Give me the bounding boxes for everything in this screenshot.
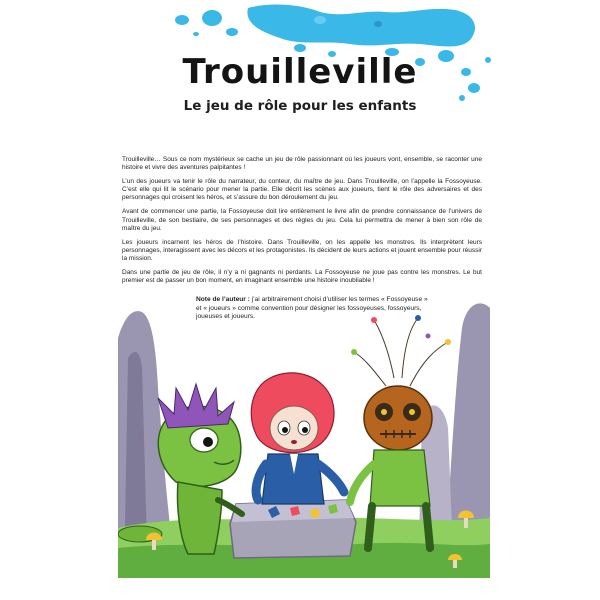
monsters-illustration	[118, 278, 490, 578]
intro-paragraph: Avant de commencer une partie, la Fossoyeuse doit lire entièrement le livre afin de prendre connaissance de l’univers de Trouilleville, de son bestiaire, de ses personnages et des règles du jeu. Cela lui permettra de mener à bien son rôle de maître du jeu.	[122, 208, 482, 232]
intro-text	[122, 156, 482, 291]
author-note-text: j’ai arbitrairement choisi d’utiliser les termes « Fossoyeuse » et « joueurs » comme convention pour désigner les fossoyeuses, fossoyeurs, joueuses et joueurs.	[196, 296, 428, 321]
intro-paragraph: Trouilleville… Sous ce nom mystérieux se cache un jeu de rôle passionnant où les joueurs vont, ensemble, se raconter une histoire et vivre des aventures palpitantes !	[122, 156, 482, 172]
intro-paragraph: Les joueurs incarnent les héros de l’histoire. Dans Trouilleville, on les appelle les monstres. Ils interprètent leurs personnages, interagissent avec les décors et les protagonistes. Ils décident de leurs actions et jouent ensemble pour réussir la mission.	[122, 238, 482, 262]
page-title: Trouilleville	[182, 52, 418, 92]
red-haired-kid-monster	[251, 373, 344, 504]
intro-paragraph: L’un des joueurs va tenir le rôle du narrateur, du conteur, du maître de jeu. Dans Trouilleville, on l’appelle la Fossoyeuse. C’est elle qui lit le scénario pour mener la partie. Elle décrit les scènes aux joueurs, tient le rôle des adversaires et des personnages qui croisent les héros, et s’assure du bon déroulement du jeu.	[122, 178, 482, 202]
intro-paragraph: Dans une partie de jeu de rôle, il n’y a ni gagnants ni perdants. La Fossoyeuse ne joue pas contre les monstres. Le but premier est de passer un bon moment, en imaginant ensemble une histoire inoubliable !	[122, 269, 482, 285]
author-note-label: Note de l’auteur :	[196, 296, 250, 303]
author-note	[196, 296, 428, 322]
page-subtitle: Le jeu de rôle pour les enfants	[183, 98, 417, 114]
